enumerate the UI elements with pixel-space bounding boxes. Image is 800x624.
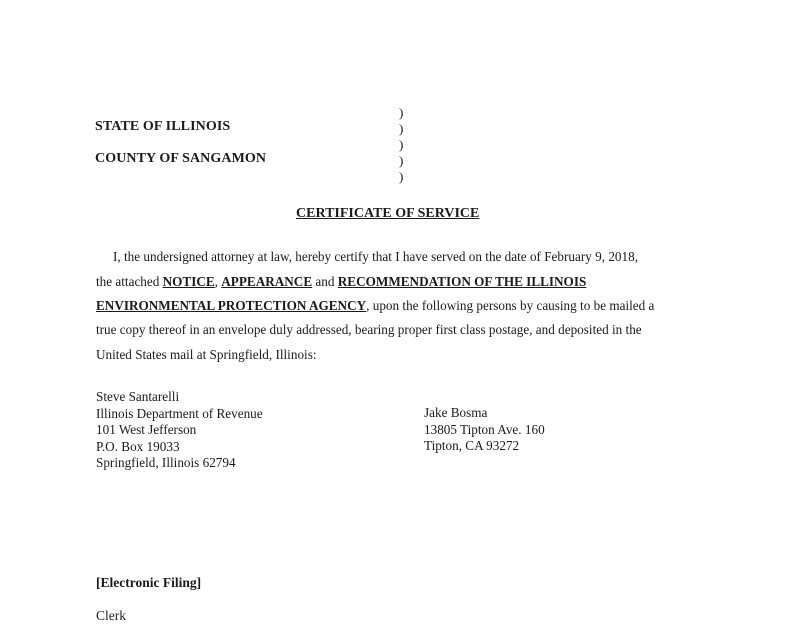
document-title: CERTIFICATE OF SERVICE xyxy=(296,206,480,221)
caption-paren: ) xyxy=(399,169,404,184)
recipient-city: Springfield, Illinois 62794 xyxy=(96,455,236,470)
body-line-4: true copy thereof in an envelope duly addressed, bearing proper first class postage, and deposited in the xyxy=(96,322,642,337)
caption-paren: ) xyxy=(399,153,404,168)
notice-ref: NOTICE xyxy=(162,274,215,289)
body-text-fragment: the attached xyxy=(96,274,163,289)
body-line-2 xyxy=(96,270,736,295)
recipient-org: Illinois Department of Revenue xyxy=(96,405,263,421)
recipient-right xyxy=(424,405,545,455)
clerk-label: Clerk xyxy=(96,608,126,623)
recommendation-ref-cont: ENVIRONMENTAL PROTECTION AGENCY xyxy=(96,298,367,313)
body-text-fragment: , xyxy=(214,274,222,289)
body-line-3 xyxy=(96,294,736,319)
caption-paren: ) xyxy=(399,121,404,136)
recipient-street: 13805 Tipton Ave. 160 xyxy=(424,421,545,437)
electronic-filing-label: [Electronic Filing] xyxy=(96,575,202,590)
caption-paren: ) xyxy=(399,137,404,152)
recipient-left xyxy=(96,389,263,472)
body-text-fragment: and xyxy=(312,274,338,289)
recipient-street: 101 West Jefferson xyxy=(96,422,197,437)
state-label: STATE OF ILLINOIS xyxy=(95,119,231,134)
recipient-city: Tipton, CA 93272 xyxy=(424,438,520,453)
recipient-pobox: P.O. Box 19033 xyxy=(96,438,180,454)
county-label: COUNTY OF SANGAMON xyxy=(95,151,267,166)
body-line-1: I, the undersigned attorney at law, hereby certify that I have served on the date of February 9, 2018, xyxy=(113,249,638,264)
body-text-fragment: , upon the following persons by causing to be mailed a xyxy=(366,298,655,313)
recipient-name: Steve Santarelli xyxy=(96,389,180,404)
appearance-ref: APPEARANCE xyxy=(221,274,313,289)
caption-paren: ) xyxy=(399,105,404,120)
recipient-name: Jake Bosma xyxy=(424,405,488,420)
recommendation-ref: RECOMMENDATION OF THE ILLINOIS xyxy=(337,274,587,289)
body-line-5: United States mail at Springfield, Illinois: xyxy=(96,347,317,362)
